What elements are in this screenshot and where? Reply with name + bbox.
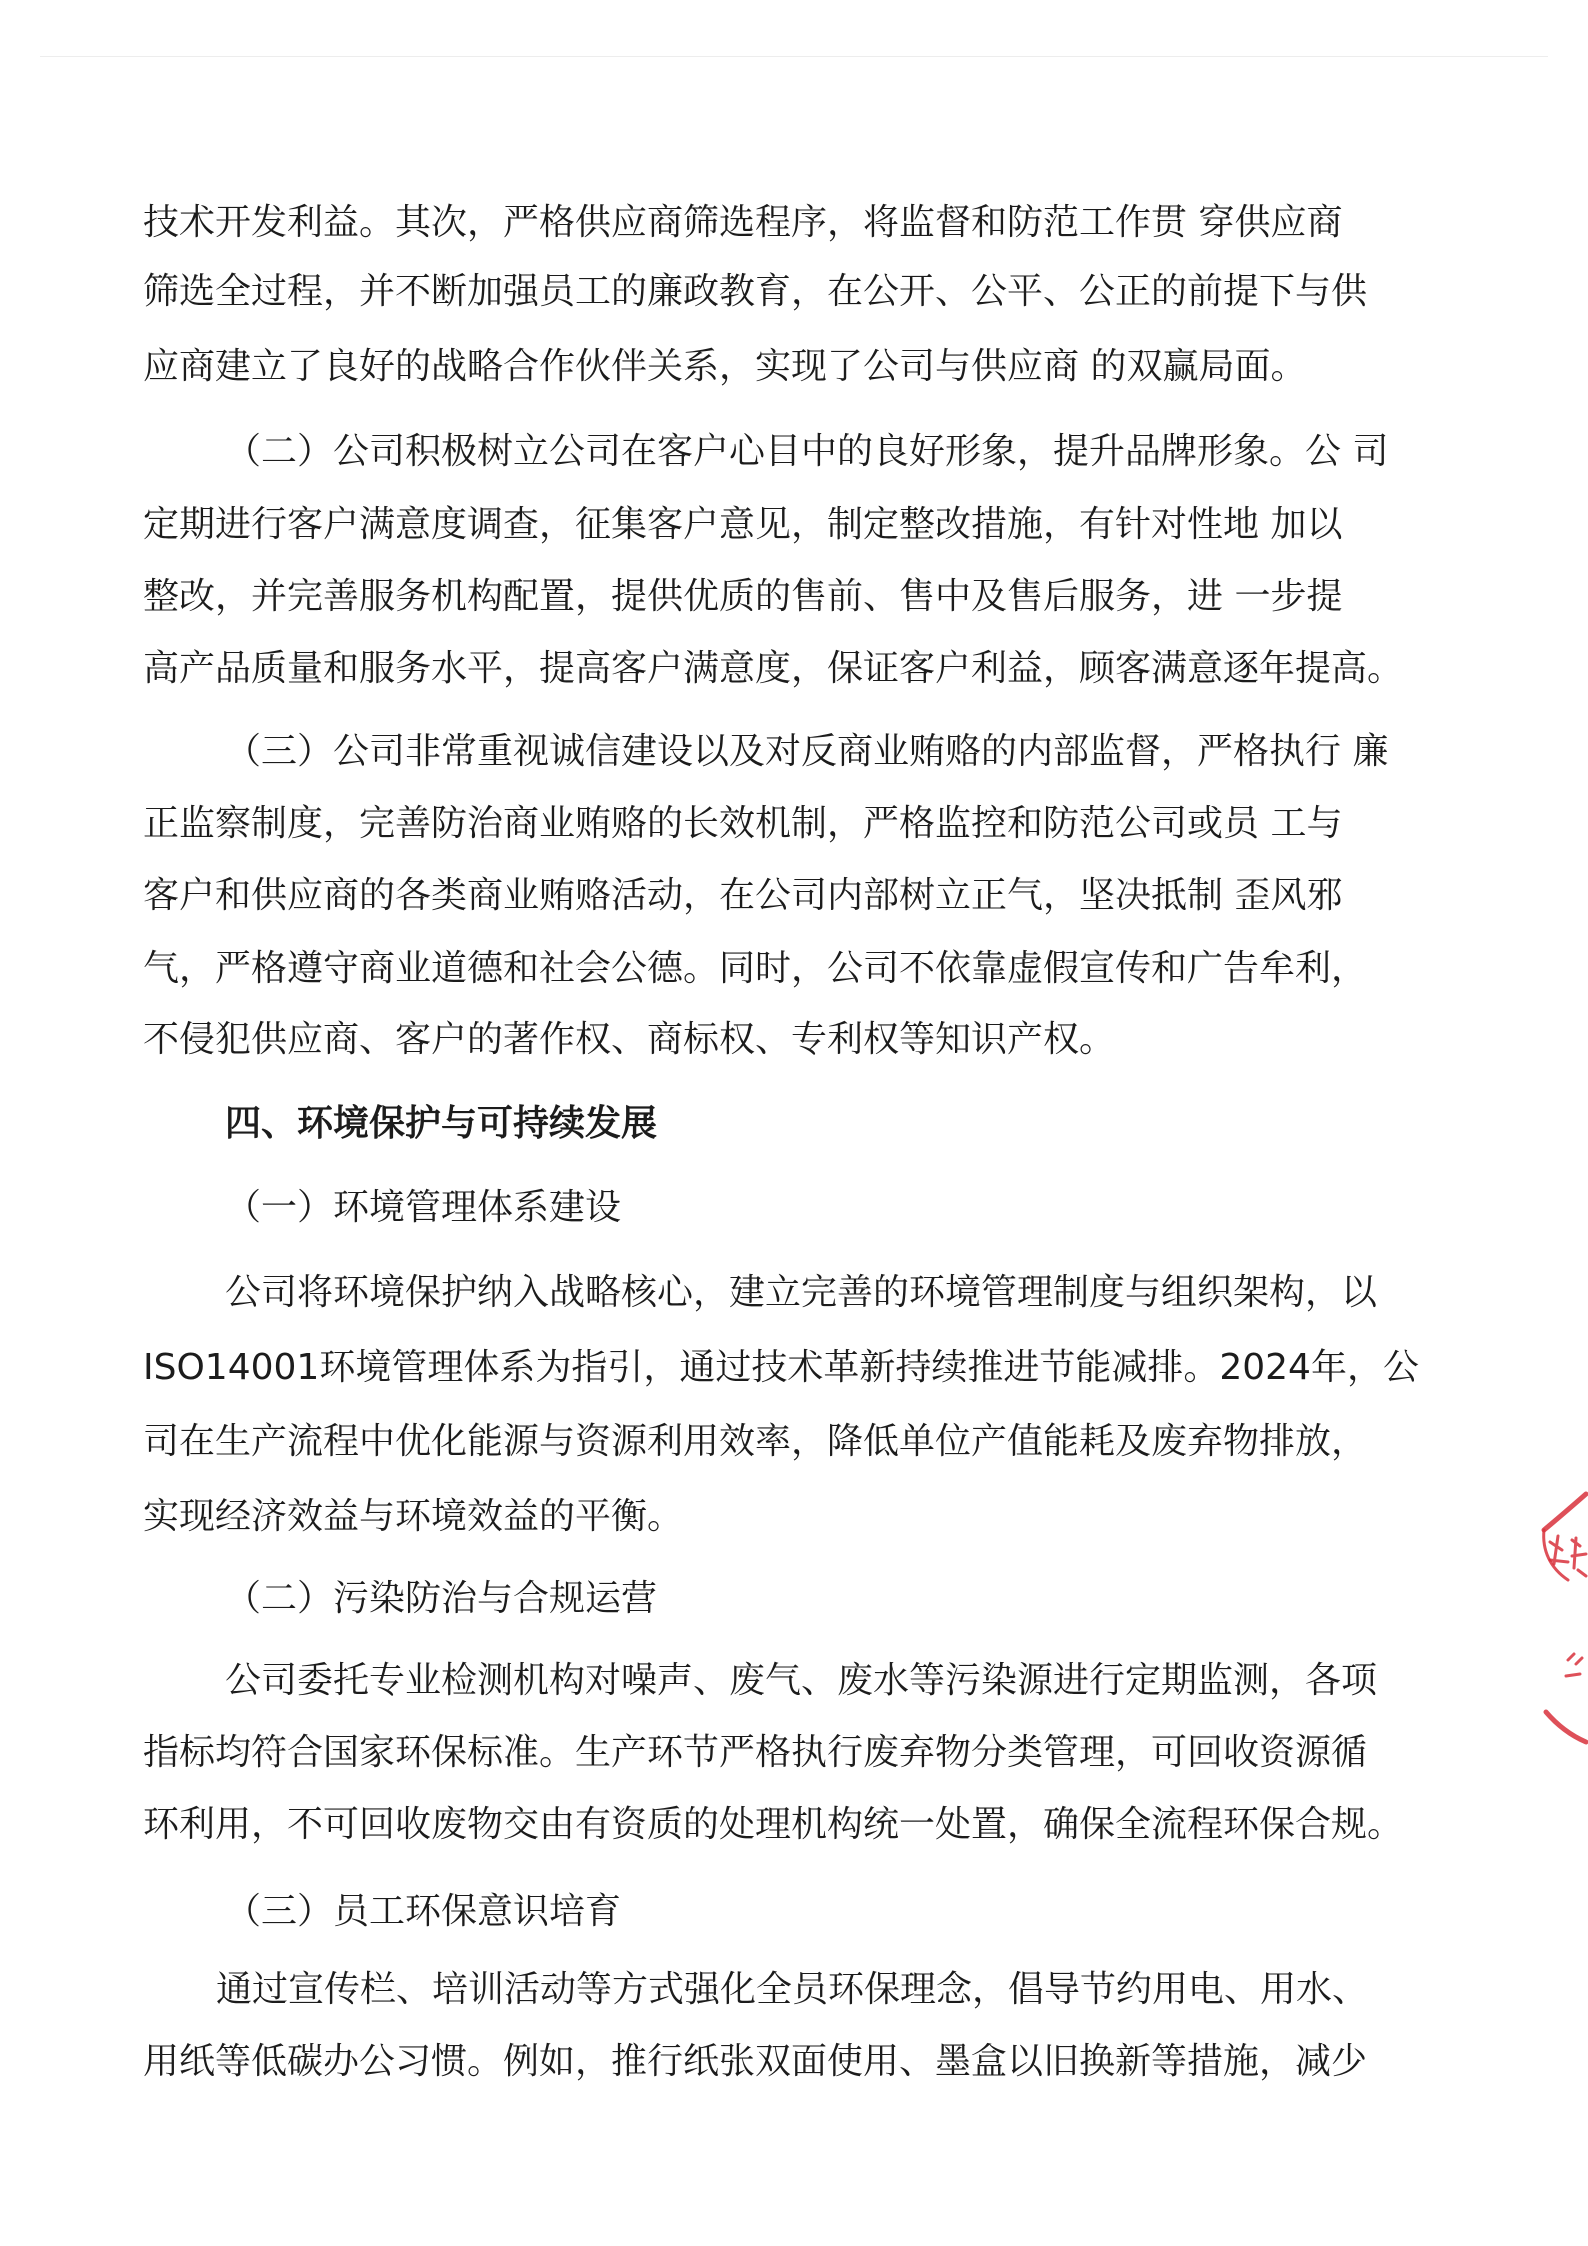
paragraph-first-line: 通过宣传栏、培训活动等方式强化全员环保理念，倡导节约用电、用水、 — [216, 1969, 1369, 2010]
body-line: 司在生产流程中优化能源与资源利用效率，降低单位产值能耗及废弃物排放， — [143, 1421, 1368, 1462]
body-line: 用纸等低碳办公习惯。例如，推行纸张双面使用、墨盒以旧换新等措施，减少 — [143, 2041, 1368, 2082]
body-line: 正监察制度，完善防治商业贿赂的长效机制，严格监控和防范公司或员 工与 — [143, 803, 1343, 844]
paragraph-first-line: 公司委托专业检测机构对噪声、废气、废水等污染源进行定期监测，各项 — [225, 1660, 1378, 1701]
paragraph-first-line: （三）公司非常重视诚信建设以及对反商业贿赂的内部监督，严格执行 廉 — [225, 731, 1389, 772]
paragraph-first-line: （二）公司积极树立公司在客户心目中的良好形象，提升品牌形象。公 司 — [225, 431, 1389, 472]
body-line: 环利用，不可回收废物交由有资质的处理机构统一处置，确保全流程环保合规。 — [143, 1804, 1404, 1845]
company-seal-stamp — [1528, 1490, 1588, 1770]
body-line: 整改，并完善服务机构配置，提供优质的售前、售中及售后服务，进 一步提 — [143, 576, 1343, 617]
subsection-heading: （三）员工环保意识培育 — [225, 1891, 622, 1932]
body-line: 客户和供应商的各类商业贿赂活动，在公司内部树立正气，坚决抵制 歪风邪 — [143, 875, 1343, 916]
body-line: 实现经济效益与环境效益的平衡。 — [143, 1496, 684, 1537]
body-line: 技术开发利益。其次，严格供应商筛选程序，将监督和防范工作贯 穿供应商 — [143, 202, 1343, 243]
body-line: 指标均符合国家环保标准。生产环节严格执行废弃物分类管理，可回收资源循 — [143, 1732, 1368, 1773]
body-line: 气，严格遵守商业道德和社会公德。同时，公司不依靠虚假宣传和广告牟利， — [143, 948, 1368, 989]
body-line: 高产品质量和服务水平，提高客户满意度，保证客户利益，顾客满意逐年提高。 — [143, 648, 1404, 689]
body-line: 定期进行客户满意度调查，征集客户意见，制定整改措施，有针对性地 加以 — [143, 504, 1343, 545]
subsection-heading: （二）污染防治与合规运营 — [225, 1578, 658, 1619]
seal-icon — [1528, 1490, 1588, 1770]
body-line: 筛选全过程，并不断加强员工的廉政教育，在公开、公平、公正的前提下与供 — [143, 271, 1368, 312]
body-line: ISO14001环境管理体系为指引，通过技术革新持续推进节能减排。2024年，公 — [143, 1347, 1419, 1388]
section-heading: 四、环境保护与可持续发展 — [225, 1103, 658, 1144]
paragraph-first-line: 公司将环境保护纳入战略核心，建立完善的环境管理制度与组织架构，以 — [225, 1272, 1378, 1313]
body-line: 不侵犯供应商、客户的著作权、商标权、专利权等知识产权。 — [143, 1019, 1116, 1060]
subsection-heading: （一）环境管理体系建设 — [225, 1187, 622, 1228]
body-line: 应商建立了良好的战略合作伙伴关系，实现了公司与供应商 的双赢局面。 — [143, 346, 1307, 387]
